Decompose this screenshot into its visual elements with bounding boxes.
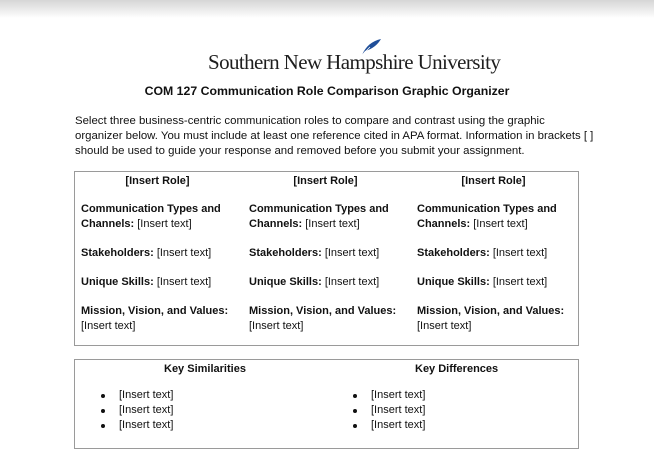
key-similarities-heading: Key Similarities xyxy=(164,363,246,375)
field-value[interactable]: [Insert text] xyxy=(324,276,380,288)
field-value[interactable]: [Insert text] xyxy=(492,247,548,259)
bullet-icon xyxy=(101,409,105,413)
mission-vision-values-field[interactable] xyxy=(249,304,409,333)
field-label: Stakeholders: xyxy=(249,247,322,259)
field-value[interactable]: [Insert text] xyxy=(156,276,212,288)
stakeholders-field[interactable] xyxy=(81,246,241,261)
differences-list xyxy=(327,388,425,433)
field-label: Unique Skills: xyxy=(249,276,322,288)
list-item-text[interactable]: [Insert text] xyxy=(119,419,174,431)
document-title: COM 127 Communication Role Comparison Graphic Organizer xyxy=(144,84,510,98)
communication-types-field[interactable] xyxy=(249,202,409,231)
list-item-text[interactable]: [Insert text] xyxy=(371,404,426,416)
communication-types-field[interactable] xyxy=(417,202,577,231)
university-logo xyxy=(208,44,501,76)
list-item-text[interactable]: [Insert text] xyxy=(371,389,426,401)
bullet-icon xyxy=(353,409,357,413)
mission-vision-values-field[interactable] xyxy=(417,304,577,333)
stakeholders-field[interactable] xyxy=(249,246,409,261)
communication-types-field[interactable] xyxy=(81,202,241,231)
list-item[interactable] xyxy=(75,403,173,418)
unique-skills-field[interactable] xyxy=(417,275,577,290)
field-value[interactable]: [Insert text] xyxy=(492,276,548,288)
field-value[interactable]: [Insert text] xyxy=(81,319,136,332)
list-item[interactable] xyxy=(327,388,425,403)
field-label: Communication Types and Channels: xyxy=(417,203,557,230)
field-label: Communication Types and Channels: xyxy=(249,203,389,230)
window-top-shadow xyxy=(0,0,654,18)
field-value[interactable]: [Insert text] xyxy=(473,217,528,230)
list-item[interactable] xyxy=(75,418,173,433)
similarities-list xyxy=(75,388,173,433)
bullet-icon xyxy=(101,394,105,398)
list-item-text[interactable]: [Insert text] xyxy=(119,389,174,401)
field-label: Mission, Vision, and Values: xyxy=(417,305,565,317)
list-item-text[interactable]: [Insert text] xyxy=(119,404,174,416)
stakeholders-field[interactable] xyxy=(417,246,577,261)
role-column xyxy=(75,172,240,332)
role-column xyxy=(411,172,576,332)
list-item[interactable] xyxy=(327,418,425,433)
role-column xyxy=(243,172,408,332)
field-value[interactable]: [Insert text] xyxy=(305,217,360,230)
role-heading[interactable]: [Insert Role] xyxy=(125,175,190,187)
field-label: Stakeholders: xyxy=(417,247,490,259)
bullet-icon xyxy=(101,424,105,428)
field-label: Unique Skills: xyxy=(417,276,490,288)
unique-skills-field[interactable] xyxy=(249,275,409,290)
mission-vision-values-field[interactable] xyxy=(81,304,241,333)
field-label: Communication Types and Channels: xyxy=(81,203,221,230)
field-label: Unique Skills: xyxy=(81,276,154,288)
bullet-icon xyxy=(353,424,357,428)
list-item[interactable] xyxy=(75,388,173,403)
role-heading[interactable]: [Insert Role] xyxy=(461,175,526,187)
field-label: Mission, Vision, and Values: xyxy=(249,305,397,317)
key-differences-heading: Key Differences xyxy=(415,363,499,375)
role-comparison-table xyxy=(74,171,579,346)
feather-icon xyxy=(360,38,382,56)
field-value[interactable]: [Insert text] xyxy=(417,319,472,332)
unique-skills-field[interactable] xyxy=(81,275,241,290)
bullet-icon xyxy=(353,394,357,398)
field-value[interactable]: [Insert text] xyxy=(156,247,212,259)
list-item[interactable] xyxy=(327,403,425,418)
field-value[interactable]: [Insert text] xyxy=(249,319,304,332)
role-heading[interactable]: [Insert Role] xyxy=(293,175,358,187)
field-label: Stakeholders: xyxy=(81,247,154,259)
field-label: Mission, Vision, and Values: xyxy=(81,305,229,317)
similarities-differences-table xyxy=(74,359,579,449)
list-item-text[interactable]: [Insert text] xyxy=(371,419,426,431)
field-value[interactable]: [Insert text] xyxy=(137,217,192,230)
logo-text: Southern New Hampshire University xyxy=(208,50,501,74)
instructions-paragraph: Select three business-centric communication roles to compare and contrast using the graphic organizer below. You must include at least one reference cited in APA format. Information in brackets [ ] should be used to guide your response and removed before you submit your assignment. xyxy=(75,115,594,158)
field-value[interactable]: [Insert text] xyxy=(324,247,380,259)
